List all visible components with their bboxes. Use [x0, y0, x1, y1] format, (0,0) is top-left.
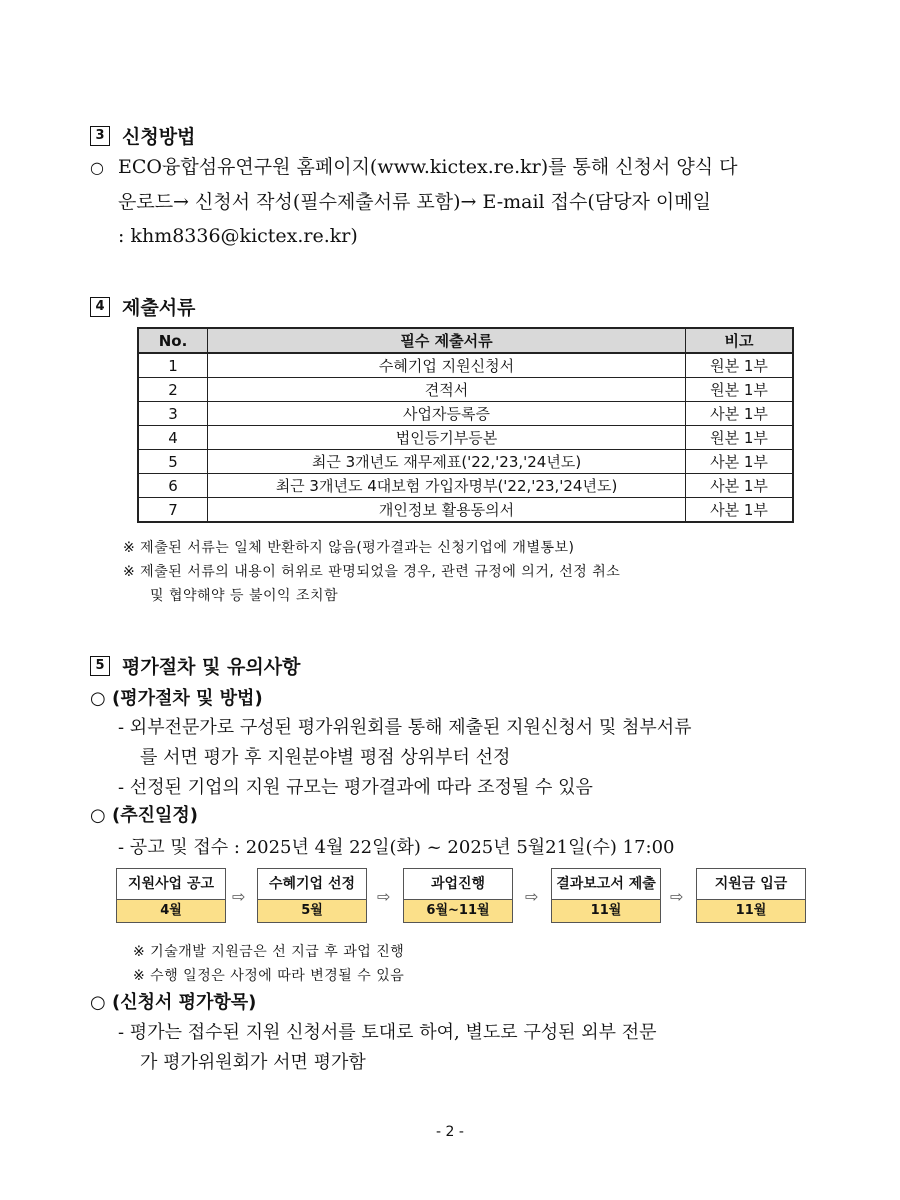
flow-step-month: 6월~11월 — [404, 900, 512, 922]
text-line: ECO융합섬유연구원 홈페이지(www.kictex.re.kr)를 통해 신청서 양식 다 — [118, 156, 738, 178]
arrow-right-icon: ⇨ — [670, 887, 684, 906]
section-title: 제출서류 — [122, 297, 196, 319]
cell-doc: 사업자등록증 — [208, 402, 686, 426]
flow-step-5 — [696, 868, 806, 923]
cell-no: 2 — [138, 378, 208, 402]
note-line: ※ 제출된 서류의 내용이 허위로 판명되었을 경우, 관련 규정에 의거, 선정 취소 — [123, 564, 621, 580]
table-row — [138, 402, 793, 426]
text-line: 운로드→ 신청서 작성(필수제출서류 포함)→ E-mail 접수(담당자 이메일 — [118, 191, 711, 213]
flow-step-4 — [551, 868, 661, 923]
schedule-notes — [133, 940, 733, 988]
section-3-heading — [90, 122, 195, 149]
section-title: 평가절차 및 유의사항 — [122, 656, 301, 678]
arrow-right-icon: ⇨ — [525, 887, 539, 906]
section-5-heading — [90, 652, 300, 679]
flow-step-month: 5월 — [258, 900, 366, 922]
section-number: 3 — [90, 126, 110, 146]
flow-step-label: 지원사업 공고 — [117, 869, 225, 900]
section-4-heading — [90, 293, 195, 320]
flow-step-month: 4월 — [117, 900, 225, 922]
table-row — [138, 450, 793, 474]
flow-step-1 — [116, 868, 226, 923]
table-row — [138, 426, 793, 450]
cell-no: 6 — [138, 474, 208, 498]
cell-note: 사본 1부 — [686, 402, 794, 426]
col-header: 필수 제출서류 — [208, 328, 686, 353]
cell-note: 사본 1부 — [686, 474, 794, 498]
flow-step-2 — [257, 868, 367, 923]
note-line: ※ 제출된 서류는 일체 반환하지 않음(평가결과는 신청기업에 개별통보) — [123, 540, 575, 556]
cell-doc: 법인등기부등본 — [208, 426, 686, 450]
flow-step-month: 11월 — [697, 900, 805, 922]
cell-note: 원본 1부 — [686, 353, 794, 378]
cell-no: 1 — [138, 353, 208, 378]
cell-doc: 최근 3개년도 4대보험 가입자명부('22,'23,'24년도) — [208, 474, 686, 498]
bullet: ○ — [90, 158, 104, 177]
flow-step-label: 과업진행 — [404, 869, 512, 900]
cell-doc: 견적서 — [208, 378, 686, 402]
cell-note: 원본 1부 — [686, 426, 794, 450]
procedure-body — [118, 713, 828, 803]
arrow-right-icon: ⇨ — [232, 887, 246, 906]
schedule-subtitle: ○ (추진일정) — [90, 805, 198, 826]
section-4-notes — [123, 536, 823, 608]
table-row — [138, 378, 793, 402]
section-3-body — [90, 150, 830, 253]
procedure-subtitle: ○ (평가절차 및 방법) — [90, 688, 263, 709]
cell-doc: 최근 3개년도 재무제표('22,'23,'24년도) — [208, 450, 686, 474]
text-line: - 선정된 기업의 지원 규모는 평가결과에 따라 조정될 수 있음 — [118, 777, 593, 798]
cell-no: 7 — [138, 498, 208, 523]
section-title: 신청방법 — [122, 126, 196, 148]
table-row — [138, 498, 793, 523]
cell-no: 5 — [138, 450, 208, 474]
flow-step-label: 지원금 입금 — [697, 869, 805, 900]
table-row — [138, 353, 793, 378]
text-line: 를 서면 평가 후 지원분야별 평점 상위부터 선정 — [140, 747, 511, 768]
section-number: 4 — [90, 297, 110, 317]
cell-note: 사본 1부 — [686, 450, 794, 474]
flow-step-label: 수혜기업 선정 — [258, 869, 366, 900]
cell-note: 원본 1부 — [686, 378, 794, 402]
text-line: : khm8336@kictex.re.kr) — [118, 225, 358, 247]
note-line: 및 협약해약 등 불이익 조치함 — [150, 588, 339, 604]
section-number: 5 — [90, 656, 110, 676]
documents-table — [137, 327, 794, 523]
cell-doc: 개인정보 활용동의서 — [208, 498, 686, 523]
note-line: ※ 수행 일정은 사정에 따라 변경될 수 있음 — [133, 968, 405, 984]
evaluation-body — [118, 1018, 828, 1078]
evaluation-subtitle: ○ (신청서 평가항목) — [90, 992, 257, 1013]
col-header: No. — [138, 328, 208, 353]
table-header-row — [138, 328, 793, 353]
page-number: - 2 - — [436, 1124, 464, 1140]
text-line: 가 평가위원회가 서면 평가함 — [140, 1052, 366, 1073]
table-row — [138, 474, 793, 498]
flow-step-month: 11월 — [552, 900, 660, 922]
cell-no: 4 — [138, 426, 208, 450]
cell-note: 사본 1부 — [686, 498, 794, 523]
note-line: ※ 기술개발 지원금은 선 지급 후 과업 진행 — [133, 944, 405, 960]
arrow-right-icon: ⇨ — [377, 887, 391, 906]
col-header: 비고 — [686, 328, 794, 353]
cell-no: 3 — [138, 402, 208, 426]
schedule-line: - 공고 및 접수 : 2025년 4월 22일(화) ~ 2025년 5월21일(수) 17:00 — [118, 837, 675, 858]
text-line: - 평가는 접수된 지원 신청서를 토대로 하여, 별도로 구성된 외부 전문 — [118, 1022, 657, 1043]
flow-step-3 — [403, 868, 513, 923]
text-line: - 외부전문가로 구성된 평가위원회를 통해 제출된 지원신청서 및 첨부서류 — [118, 717, 692, 738]
flow-step-label: 결과보고서 제출 — [552, 869, 660, 900]
cell-doc: 수혜기업 지원신청서 — [208, 353, 686, 378]
